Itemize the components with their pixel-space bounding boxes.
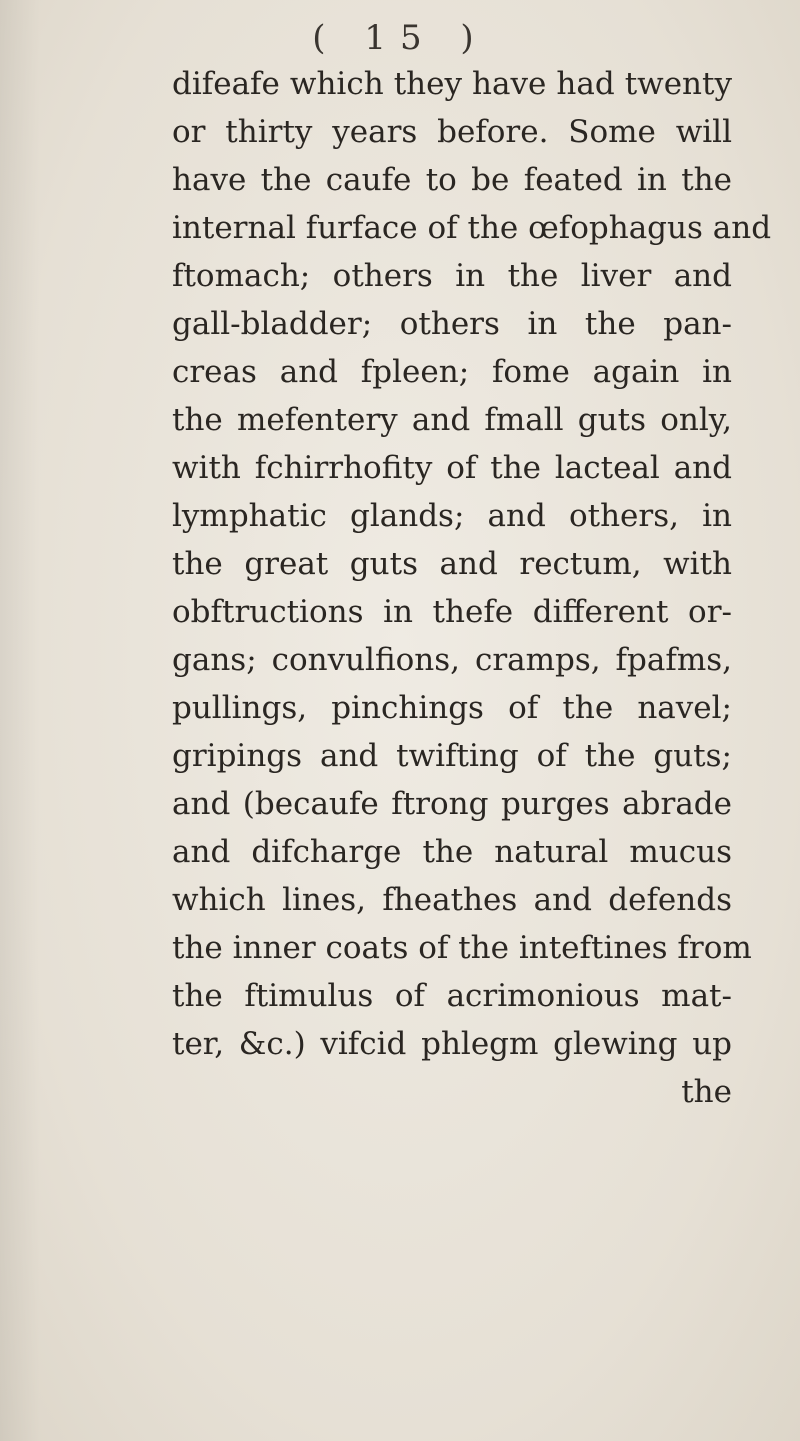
text-line: pullings, pinchings of the navel;: [172, 690, 732, 726]
text-line: creas and fpleen; fome again in: [172, 354, 732, 390]
text-line: difeafe which they have had twenty: [172, 66, 732, 102]
text-line: the ftimulus of acrimonious mat-: [172, 978, 732, 1014]
text-line: and (becaufe ftrong purges abrade: [172, 786, 732, 822]
text-line: gans; convulfions, cramps, fpafms,: [172, 642, 732, 678]
text-line: have the caufe to be feated in the: [172, 162, 732, 198]
text-line: internal furface of the œfophagus and: [172, 210, 772, 246]
text-line: ftomach; others in the liver and: [172, 258, 732, 294]
text-line: the inner coats of the inteftines from: [172, 930, 752, 966]
text-line: with fchirrhofity of the lacteal and: [172, 450, 732, 486]
text-line: ter, &c.) vifcid phlegm glewing up: [172, 1026, 732, 1062]
text-line: gall-bladder; others in the pan-: [172, 306, 732, 342]
text-line: obftructions in thefe different or-: [172, 594, 732, 630]
text-line: and difcharge the natural mucus: [172, 834, 732, 870]
body-text: [172, 60, 772, 1116]
text-line: the great guts and rectum, with: [172, 546, 732, 582]
page-number-header: ( 15 ): [312, 18, 488, 58]
text-line: lymphatic glands; and others, in: [172, 498, 732, 534]
text-line: or thirty years before. Some will: [172, 114, 732, 150]
text-line: which lines, fheathes and defends: [172, 882, 732, 918]
text-line: gripings and twifting of the guts;: [172, 738, 732, 774]
catchword: the: [681, 1074, 732, 1110]
text-line: the mefentery and fmall guts only,: [172, 402, 732, 438]
